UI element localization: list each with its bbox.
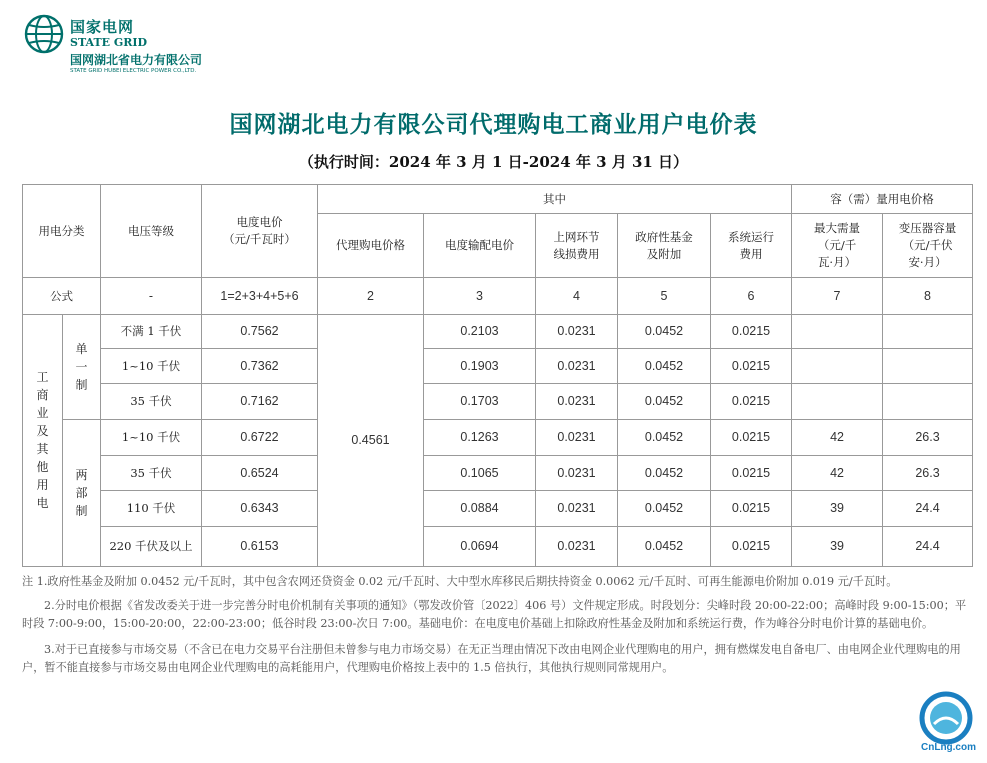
- transmission-cell: 0.1903: [424, 349, 536, 384]
- max-demand-cell: [792, 315, 883, 349]
- table-row: [23, 491, 973, 527]
- transmission-cell: 0.2103: [424, 315, 536, 349]
- line-loss-cell: 0.0231: [536, 384, 618, 420]
- transmission-cell: 0.1065: [424, 456, 536, 491]
- page-title: 国网湖北电力有限公司代理购电工商业用户电价表: [229, 111, 758, 138]
- voltage-cell: 35 千伏: [101, 456, 202, 491]
- system-fee-cell: 0.0215: [711, 384, 792, 420]
- transmission-cell: 0.0694: [424, 527, 536, 567]
- line-loss-cell: 0.0231: [536, 349, 618, 384]
- transformer-cell: 24.4: [883, 491, 973, 527]
- note-2: 2.分时电价根据《省发改委关于进一步完善分时电价机制有关事项的通知》（鄂发改价管〔2022〕406 号）文件规定形成。时段划分：尖峰时段 20:00-22:00；高峰时段 9:00-15:00；平时段 7:00-9:00，15:00-20:00，22:00-23:00；低谷时段 23:00-次日 7:00。基础电价：在电度电价基础上扣除政府性基金及附加和系统运行费，作为峰谷分时电价计算的基础电价。: [22, 598, 967, 630]
- formula-row: [23, 278, 973, 315]
- voltage-cell: 不满 1 千伏: [101, 315, 202, 349]
- system-fee-cell: 0.0215: [711, 420, 792, 456]
- price-cell: 0.7562: [202, 315, 318, 349]
- voltage-cell: 220 千伏及以上: [101, 527, 202, 567]
- formula-cell: 1=2+3+4+5+6: [202, 278, 318, 315]
- formula-cell: 8: [883, 278, 973, 315]
- category-cell: [23, 315, 63, 567]
- voltage-cell: 1~10 千伏: [101, 349, 202, 384]
- voltage-cell: 35 千伏: [101, 384, 202, 420]
- header-transformer-capacity: 变压器容量 （元/千伏 安·月）: [883, 214, 973, 278]
- header-gov-fund: 政府性基金 及附加: [618, 214, 711, 278]
- formula-cell: 4: [536, 278, 618, 315]
- single-system-cell: [63, 315, 101, 420]
- transmission-cell: 0.1263: [424, 420, 536, 456]
- gov-fund-cell: 0.0452: [618, 527, 711, 567]
- max-demand-cell: 39: [792, 491, 883, 527]
- transmission-cell: 0.0884: [424, 491, 536, 527]
- line-loss-cell: 0.0231: [536, 491, 618, 527]
- price-cell: 0.6343: [202, 491, 318, 527]
- max-demand-cell: 42: [792, 456, 883, 491]
- header-among: 其中: [318, 185, 792, 214]
- company-name: 国网湖北省电力有限公司: [70, 53, 203, 67]
- formula-cell: 2: [318, 278, 424, 315]
- gov-fund-cell: 0.0452: [618, 491, 711, 527]
- max-demand-cell: 42: [792, 420, 883, 456]
- formula-cell: 6: [711, 278, 792, 315]
- watermark-text: CnLng.com: [921, 742, 976, 753]
- state-grid-globe-icon: [24, 14, 64, 54]
- formula-cell: 7: [792, 278, 883, 315]
- system-fee-cell: 0.0215: [711, 456, 792, 491]
- transmission-cell: 0.1703: [424, 384, 536, 420]
- header-max-demand: 最大需量 （元/千 瓦·月）: [792, 214, 883, 278]
- price-cell: 0.7362: [202, 349, 318, 384]
- voltage-cell: 110 千伏: [101, 491, 202, 527]
- header-system-fee: 系统运行 费用: [711, 214, 792, 278]
- logo-chinese-name: 国家电网: [70, 18, 135, 36]
- table-row: [23, 384, 973, 420]
- price-cell: 0.6524: [202, 456, 318, 491]
- single-system-label: 单一制: [75, 341, 88, 392]
- note-3: 3.对于已直接参与市场交易（不含已在电力交易平台注册但未曾参与电力市场交易）在无正当理由情况下改由电网企业代理购电的用户，拥有燃煤发电自备电厂、由电网企业代理购电的用户，暂不能直接参与市场交易由电网企业代理购电的高耗能用户，代理购电价格按上表中的 1.5 倍执行，其他执行规则同常规用户。: [22, 642, 961, 674]
- two-part-system-label: 两部制: [75, 467, 88, 518]
- gov-fund-cell: 0.0452: [618, 315, 711, 349]
- line-loss-cell: 0.0231: [536, 315, 618, 349]
- table-row: [23, 315, 973, 349]
- max-demand-cell: 39: [792, 527, 883, 567]
- two-part-system-cell: [63, 420, 101, 567]
- state-grid-logo: [24, 12, 224, 82]
- agency-price-cell: 0.4561: [318, 315, 424, 567]
- effective-period: （执行时间：2024 年 3 月 1 日-2024 年 3 月 31 日）: [298, 153, 689, 171]
- max-demand-cell: [792, 349, 883, 384]
- max-demand-cell: [792, 384, 883, 420]
- transformer-cell: [883, 349, 973, 384]
- formula-cell: -: [101, 278, 202, 315]
- header-capacity: 容（需）量用电价格: [792, 185, 973, 214]
- header-price: 电度电价 （元/千瓦时）: [202, 185, 318, 278]
- table-row: [23, 420, 973, 456]
- gov-fund-cell: 0.0452: [618, 456, 711, 491]
- system-fee-cell: 0.0215: [711, 491, 792, 527]
- gov-fund-cell: 0.0452: [618, 420, 711, 456]
- header-voltage: 电压等级: [101, 185, 202, 278]
- gov-fund-cell: 0.0452: [618, 349, 711, 384]
- line-loss-cell: 0.0231: [536, 527, 618, 567]
- system-fee-cell: 0.0215: [711, 527, 792, 567]
- footnotes: [22, 573, 972, 685]
- header-line-loss: 上网环节 线损费用: [536, 214, 618, 278]
- transformer-cell: [883, 315, 973, 349]
- logo-english-name: STATE GRID: [70, 36, 148, 49]
- note-1: 注 1.政府性基金及附加 0.0452 元/千瓦时，其中包含农网还贷资金 0.02 元/千瓦时、大中型水库移民后期扶持资金 0.0062 元/千瓦时、可再生能源电价附加 0.019 元/千瓦时。: [22, 575, 898, 588]
- price-cell: 0.6153: [202, 527, 318, 567]
- formula-cell: 3: [424, 278, 536, 315]
- formula-cell: 5: [618, 278, 711, 315]
- price-table: [22, 184, 973, 567]
- table-row: [23, 456, 973, 491]
- system-fee-cell: 0.0215: [711, 315, 792, 349]
- transformer-cell: 26.3: [883, 456, 973, 491]
- formula-label: 公式: [23, 278, 101, 315]
- price-cell: 0.6722: [202, 420, 318, 456]
- voltage-cell: 1~10 千伏: [101, 420, 202, 456]
- header-agency-price: 代理购电价格: [318, 214, 424, 278]
- transformer-cell: 26.3: [883, 420, 973, 456]
- system-fee-cell: 0.0215: [711, 349, 792, 384]
- transformer-cell: 24.4: [883, 527, 973, 567]
- line-loss-cell: 0.0231: [536, 456, 618, 491]
- line-loss-cell: 0.0231: [536, 420, 618, 456]
- header-transmission: 电度输配电价: [424, 214, 536, 278]
- category-label: 工商业及其他用电: [36, 370, 49, 511]
- transformer-cell: [883, 384, 973, 420]
- header-category: 用电分类: [23, 185, 101, 278]
- price-cell: 0.7162: [202, 384, 318, 420]
- table-row: [23, 349, 973, 384]
- company-english-name: STATE GRID HUBEI ELECTRIC POWER CO.,LTD.: [70, 68, 197, 74]
- header-row: [23, 185, 973, 214]
- gov-fund-cell: 0.0452: [618, 384, 711, 420]
- table-row: [23, 527, 973, 567]
